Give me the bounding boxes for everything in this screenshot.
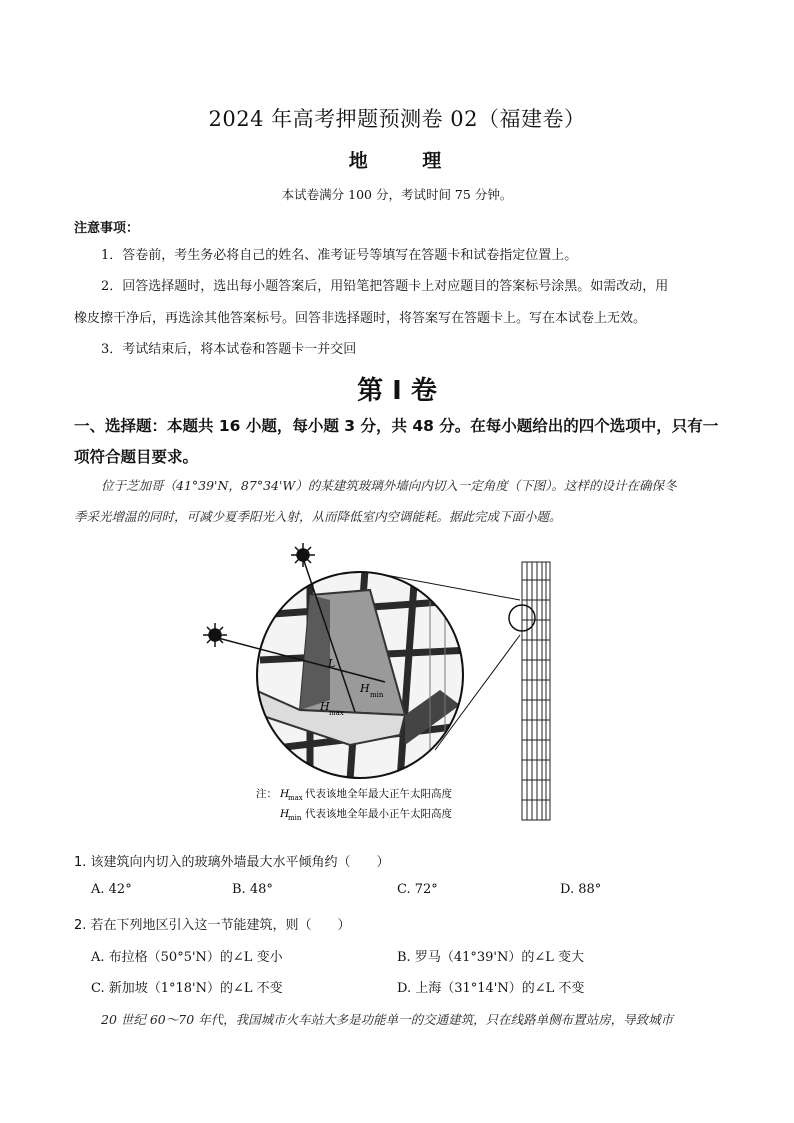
hmax-label: H xyxy=(320,700,330,713)
hmin-sub: min xyxy=(370,691,384,699)
sun-icon xyxy=(291,543,315,567)
angle-label: L xyxy=(328,657,336,670)
question-1-option-a[interactable]: A. 42° xyxy=(91,882,132,897)
note1-sub: max xyxy=(288,794,303,802)
section-heading-line-1: 一、选择题：本题共 16 小题，每小题 3 分，共 48 分。在每小题给出的四个选项中，只有一 xyxy=(74,417,719,435)
building-figure xyxy=(200,540,600,830)
question-1-option-c[interactable]: C. 72° xyxy=(397,882,438,897)
note-prefix: 注： xyxy=(256,788,277,800)
question-2-stem: 2. 若在下列地区引入这一节能建筑，则（ ） xyxy=(74,918,351,933)
question-2-option-b[interactable]: B. 罗马（41°39'N）的∠L 变大 xyxy=(397,950,585,965)
note2-sub: min xyxy=(288,814,302,822)
paper-title: 2024 年高考押题预测卷 02（福建卷） xyxy=(208,107,586,131)
hmin-label: H xyxy=(360,682,370,695)
question-2-option-a[interactable]: A. 布拉格（50°5'N）的∠L 变小 xyxy=(91,950,283,965)
hmax-sub: max xyxy=(329,709,344,717)
notice-item-3: 3．考试结束后，将本试卷和答题卡一并交回 xyxy=(101,342,357,357)
question-2-option-c[interactable]: C. 新加坡（1°18'N）的∠L 不变 xyxy=(91,981,283,996)
notice-item-1: 1．答卷前，考生务必将自己的姓名、准考证号等填写在答题卡和试卷指定位置上。 xyxy=(101,248,578,263)
question-1-stem: 1. 该建筑向内切入的玻璃外墙最大水平倾角约（ ） xyxy=(74,855,390,870)
question-1-option-b[interactable]: B. 48° xyxy=(232,882,273,897)
note2-text: 代表该地全年最小正午太阳高度 xyxy=(305,808,452,820)
question-1-option-d[interactable]: D. 88° xyxy=(560,882,602,897)
tower-drawing xyxy=(522,562,550,820)
passage-line-1: 位于芝加哥（41°39'N，87°34'W）的某建筑玻璃外墙向内切入一定角度（下图）。这样的设计在确保冬 xyxy=(101,478,677,493)
passage-2-line-1: 20 世纪 60～70 年代，我国城市火车站大多是功能单一的交通建筑，只在线路单侧布置站房，导致城市 xyxy=(101,1012,674,1027)
note1-text: 代表该地全年最大正午太阳高度 xyxy=(305,788,452,800)
section-heading-line-2: 项符合题目要求。 xyxy=(74,448,199,466)
note2-symbol: H xyxy=(280,808,290,820)
volume-title: 第 I 卷 xyxy=(357,376,437,406)
note1-symbol: H xyxy=(280,788,290,800)
notice-item-2-line-2: 橡皮擦干净后，再选涂其他答案标号。回答非选择题时，将答案写在答题卡上。写在本试卷上无效。 xyxy=(74,311,647,326)
question-2-option-d[interactable]: D. 上海（31°14'N）的∠L 不变 xyxy=(397,981,585,996)
passage-line-2: 季采光增温的同时，可减少夏季阳光入射，从而降低室内空调能耗。据此完成下面小题。 xyxy=(74,509,562,524)
sun-icon xyxy=(203,623,227,647)
exam-info: 本试卷满分 100 分，考试时间 75 分钟。 xyxy=(281,187,513,202)
notice-item-2-line-1: 2．回答选择题时，选出每小题答案后，用铅笔把答题卡上对应题目的答案标号涂黑。如需改动，用 xyxy=(101,279,669,294)
subject-title: 地 理 xyxy=(348,150,466,172)
notice-heading: 注意事项： xyxy=(74,221,140,236)
